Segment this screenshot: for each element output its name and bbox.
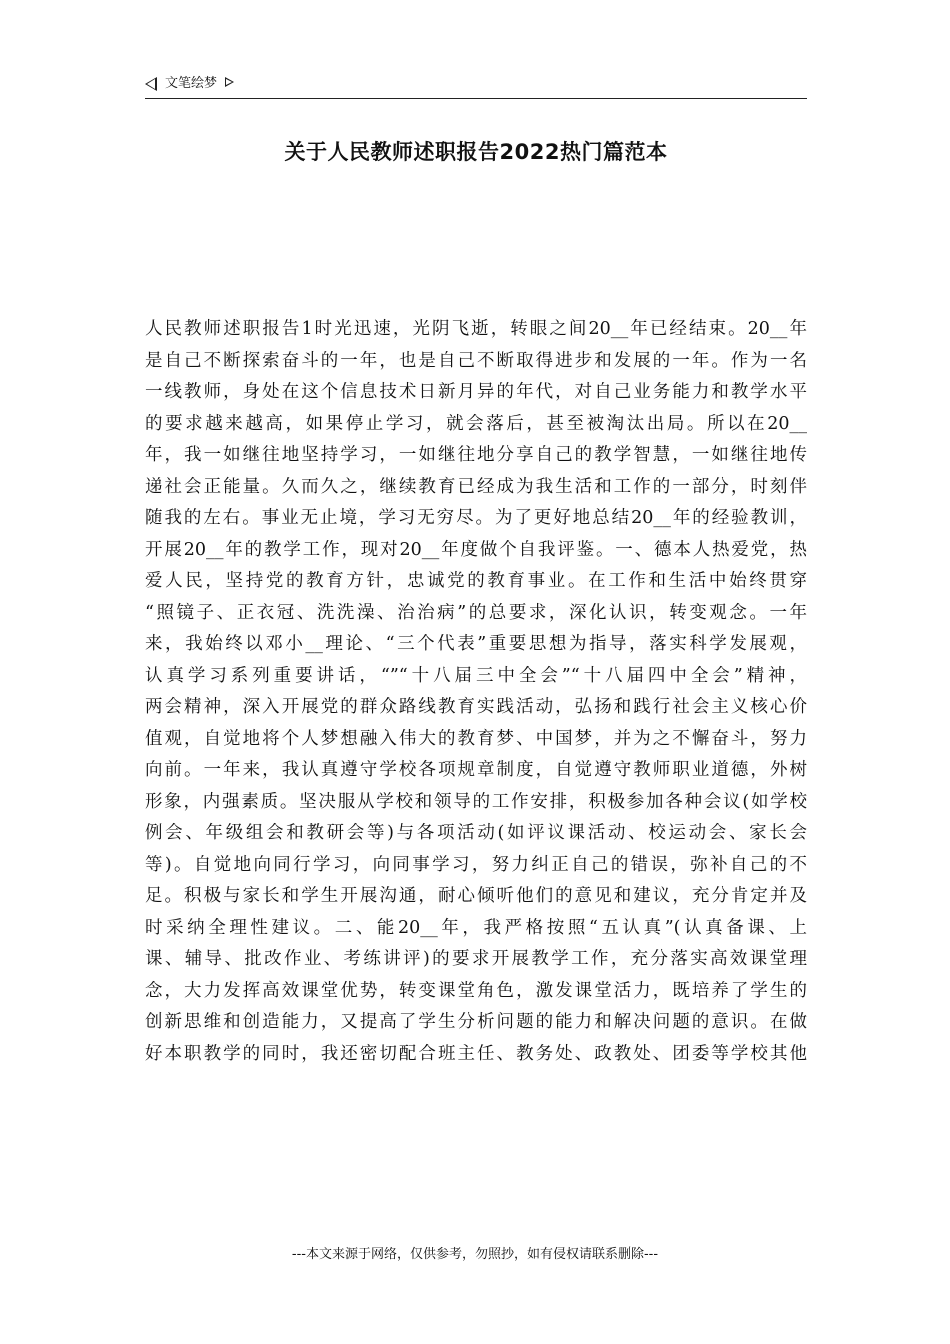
body-line: 来，我始终以邓小__理论、“三个代表”重要思想为指导，落实科学发展观， <box>145 634 807 654</box>
body-line: 念，大力发挥高效课堂优势，转变课堂角色，激发课堂活力，既培养了学生的 <box>145 980 807 1001</box>
body-line: 递社会正能量。久而久之，继续教育已经成为我生活和工作的一部分，时刻伴 <box>145 476 807 497</box>
document-body <box>145 314 807 1070</box>
body-line: 认真学习系列重要讲话，“”“十八届三中全会”“十八届四中全会”精神， <box>145 665 807 686</box>
body-line: 值观，自觉地将个人梦想融入伟大的教育梦、中国梦，并为之不懈奋斗，努力 <box>145 728 807 749</box>
body-line: 形象，内强素质。坚决服从学校和领导的工作安排，积极参加各种会议(如学校 <box>145 791 807 812</box>
triangle-right-icon <box>225 77 234 87</box>
body-line: 开展20__年的教学工作，现对20__年度做个自我评鉴。一、德本人热爱党，热 <box>145 539 807 560</box>
body-line: 例会、年级组会和教研会等)与各项活动(如评议课活动、校运动会、家长会 <box>145 823 807 843</box>
body-line: 爱人民，坚持党的教育方针，忠诚党的教育事业。在工作和生活中始终贯穿 <box>145 571 807 591</box>
body-line: 创新思维和创造能力，又提高了学生分析问题的能力和解决问题的意识。在做 <box>145 1012 807 1032</box>
document-title: 关于人民教师述职报告2022热门篇范本 <box>284 140 668 164</box>
body-line: 两会精神，深入开展党的群众路线教育实践活动，弘扬和践行社会主义核心价 <box>145 697 807 717</box>
body-line: 人民教师述职报告1时光迅速，光阴飞逝，转眼之间20__年已经结束。20__年 <box>145 319 807 339</box>
body-line: 课、辅导、批改作业、考练讲评)的要求开展教学工作，充分落实高效课堂理 <box>145 949 807 969</box>
page-footer: ---本文来源于网络，仅供参考，勿照抄，如有侵权请联系删除--- <box>291 1247 659 1262</box>
page-header <box>145 74 807 99</box>
body-line: 随我的左右。事业无止境，学习无穷尽。为了更好地总结20__年的经验教训， <box>145 508 807 528</box>
body-line: 好本职教学的同时，我还密切配合班主任、教务处、政教处、团委等学校其他 <box>145 1043 807 1064</box>
body-line: 向前。一年来，我认真遵守学校各项规章制度，自觉遵守教师职业道德，外树 <box>145 760 807 780</box>
body-line: 是自己不断探索奋斗的一年，也是自己不断取得进步和发展的一年。作为一名 <box>145 350 807 371</box>
body-line: 年，我一如继往地坚持学习，一如继往地分享自己的教学智慧，一如继往地传 <box>145 445 807 465</box>
header-brand: 文笔绘梦 <box>165 76 218 91</box>
body-line: 足。积极与家长和学生开展沟通，耐心倾听他们的意见和建议，充分肯定并及 <box>145 886 807 906</box>
triangle-left-icon <box>145 77 157 91</box>
body-line: 一线教师，身处在这个信息技术日新月异的年代，对自己业务能力和教学水平 <box>145 382 807 402</box>
body-line: “照镜子、正衣冠、洗洗澡、治治病”的总要求，深化认识，转变观念。一年 <box>145 602 807 623</box>
body-line: 的要求越来越高，如果停止学习，就会落后，甚至被淘汰出局。所以在20__ <box>145 413 807 434</box>
body-line: 时采纳全理性建议。二、能20__年，我严格按照“五认真”(认真备课、上 <box>145 917 807 938</box>
body-line: 等)。自觉地向同行学习，向同事学习，努力纠正自己的错误，弥补自己的不 <box>145 854 807 875</box>
